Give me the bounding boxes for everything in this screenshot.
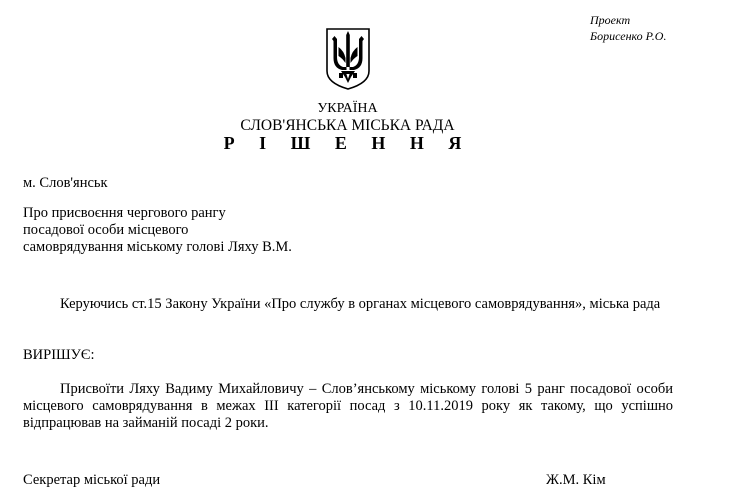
city-line: м. Слов'янськ (23, 175, 108, 191)
draft-label: Проект (590, 13, 631, 27)
draft-note (590, 12, 666, 44)
draft-author: Борисенко Р.О. (590, 29, 667, 43)
resolution-paragraph: Присвоїти Ляху Вадиму Михайловичу – Слов’янському міському голові 5 ранг посадової особи місцевого самоврядування в межах ІІІ категорії посад з 10.11.2019 року як такому, що успішно відпрацював на займаній посаді 2 роки. (23, 381, 673, 431)
trident-coat-of-arms-icon (324, 27, 372, 91)
subject-line-1: Про присвоєння чергового рангу (23, 205, 226, 221)
country-heading: УКРАЇНА (317, 101, 378, 116)
preamble-paragraph: Керуючись ст.15 Закону України «Про службу в органах місцевого самоврядування», міська рада (60, 296, 661, 312)
document-type-heading: Р І Ш Е Н Н Я (223, 133, 472, 153)
signatory-title: Секретар міської ради (23, 472, 161, 488)
decision-subject (23, 205, 292, 256)
signatory-name: Ж.М. Кім (546, 472, 606, 488)
subject-line-3: самоврядування міському голові Ляху В.М. (23, 239, 292, 255)
resolve-heading: ВИРІШУЄ: (23, 347, 95, 363)
council-heading: СЛОВ'ЯНСЬКА МІСЬКА РАДА (240, 117, 455, 134)
subject-line-2: посадової особи місцевого (23, 222, 189, 238)
